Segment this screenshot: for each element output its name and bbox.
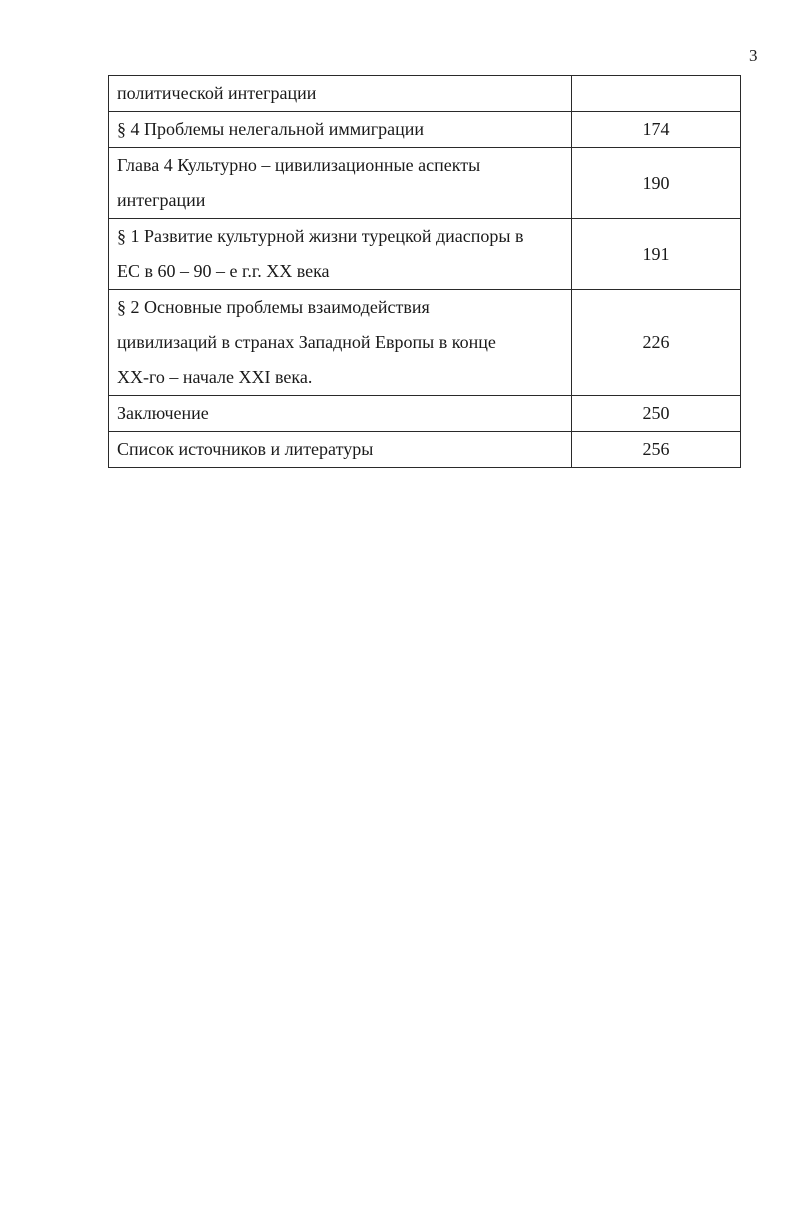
toc-entry-page: 191 <box>572 219 741 290</box>
toc-entry-title-line: ЕС в 60 – 90 – е г.г. XX века <box>117 261 330 281</box>
toc-entry-page: 174 <box>572 112 741 148</box>
toc-row <box>109 112 741 148</box>
toc-entry-title-line: § 4 Проблемы нелегальной иммиграции <box>117 119 425 139</box>
toc-entry-page: 250 <box>572 396 741 432</box>
page-number: 3 <box>749 46 758 65</box>
toc-entry-page: 256 <box>572 432 741 468</box>
toc-entry-page <box>572 76 741 112</box>
toc-row <box>109 290 741 396</box>
toc-row <box>109 396 741 432</box>
toc-entry-title-line: § 2 Основные проблемы взаимодействия <box>117 297 430 317</box>
toc-entry-title <box>109 290 572 396</box>
toc-row <box>109 76 741 112</box>
toc-entry-page: 226 <box>572 290 741 396</box>
toc-entry-title-line: XX-го – начале XXI века. <box>117 367 313 387</box>
toc-entry-title <box>109 432 572 468</box>
toc-entry-title <box>109 112 572 148</box>
table-of-contents <box>108 75 741 468</box>
toc-entry-title-line: Заключение <box>117 403 209 423</box>
toc-entry-title-line: интеграции <box>117 190 206 210</box>
toc-entry-title-line: цивилизаций в странах Западной Европы в конце <box>117 332 496 352</box>
toc-row <box>109 219 741 290</box>
toc-entry-page: 190 <box>572 148 741 219</box>
toc-entry-title <box>109 148 572 219</box>
toc-row <box>109 432 741 468</box>
toc-entry-title <box>109 396 572 432</box>
toc-entry-title-line: политической интеграции <box>117 83 317 103</box>
toc-entry-title <box>109 76 572 112</box>
toc-entry-title-line: Список источников и литературы <box>117 439 374 459</box>
toc-entry-title <box>109 219 572 290</box>
toc-row <box>109 148 741 219</box>
toc-entry-title-line: § 1 Развитие культурной жизни турецкой диаспоры в <box>117 226 524 246</box>
toc-entry-title-line: Глава 4 Культурно – цивилизационные аспекты <box>117 155 481 175</box>
